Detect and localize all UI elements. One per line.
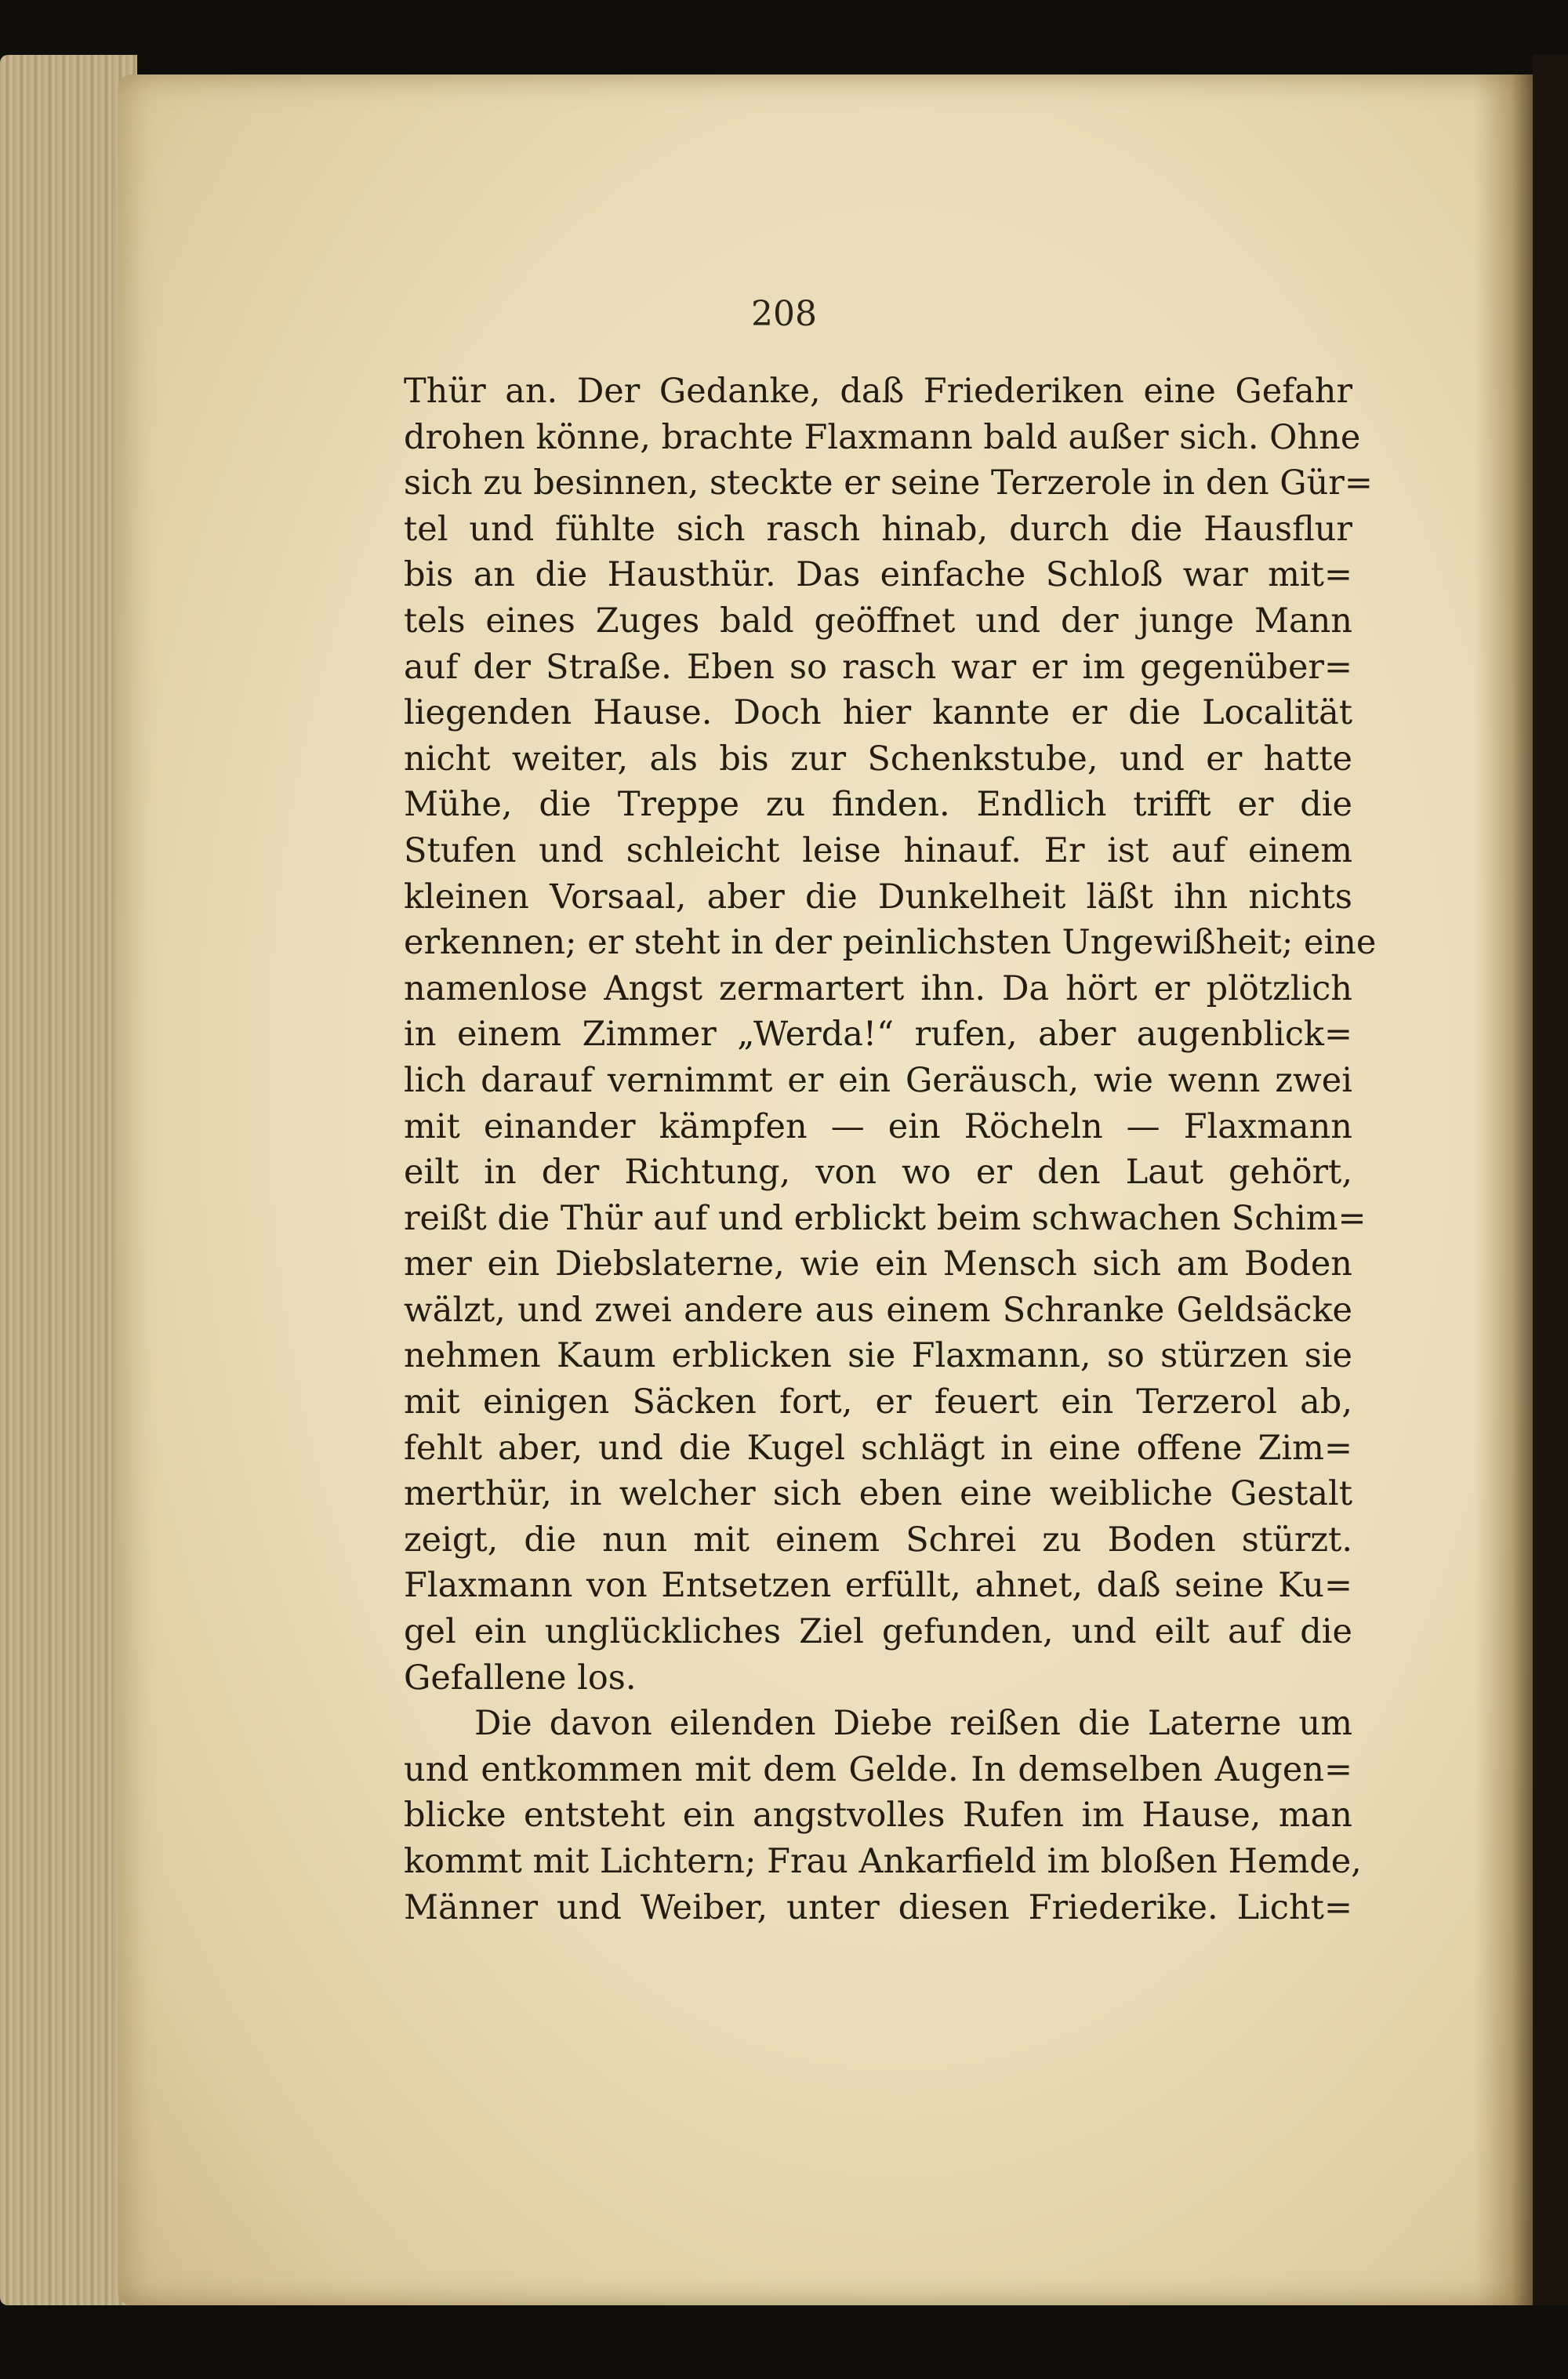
text-line: Männer und Weiber, unter diesen Friederike. Licht= — [404, 1887, 1352, 1927]
page-number: 208 — [751, 294, 817, 334]
text-line: liegenden Hause. Doch hier kannte er die Localität — [404, 693, 1352, 733]
text-line: wälzt, und zwei andere aus einem Schranke Geldsäcke — [404, 1290, 1352, 1330]
text-line: kleinen Vorsaal, aber die Dunkelheit läßt ihn nichts — [404, 877, 1352, 917]
text-line: mer ein Diebslaterne, wie ein Mensch sich am Boden — [404, 1244, 1352, 1284]
text-line: nicht weiter, als bis zur Schenkstube, und er hatte — [404, 739, 1352, 779]
text-line: gel ein unglückliches Ziel gefunden, und eilt auf die — [404, 1612, 1352, 1652]
text-line: in einem Zimmer „Werda!“ rufen, aber augenblick= — [404, 1015, 1352, 1055]
text-line: auf der Straße. Eben so rasch war er im gegenüber= — [404, 647, 1352, 687]
text-line: nehmen Kaum erblicken sie Flaxmann, so stürzen sie — [404, 1336, 1352, 1376]
text-line: eilt in der Richtung, von wo er den Laut gehört, — [404, 1153, 1352, 1193]
text-line: Flaxmann von Entsetzen erfüllt, ahnet, daß seine Ku= — [404, 1566, 1352, 1606]
text-line: mit einigen Säcken fort, er feuert ein Terzerol ab, — [404, 1382, 1352, 1422]
text-line: namenlose Angst zermartert ihn. Da hört er plötzlich — [404, 968, 1352, 1008]
text-line: mit einander kämpfen — ein Röcheln — Flaxmann — [404, 1106, 1352, 1146]
text-line: fehlt aber, und die Kugel schlägt in eine offene Zim= — [404, 1428, 1352, 1468]
text-line: tel und fühlte sich rasch hinab, durch die Hausflur — [404, 509, 1352, 549]
text-line: reißt die Thür auf und erblickt beim schwachen Schim= — [404, 1198, 1367, 1238]
text-line: und entkommen mit dem Gelde. In demselben Augen= — [404, 1749, 1352, 1789]
text-line: Die davon eilenden Diebe reißen die Laterne um — [474, 1704, 1352, 1744]
text-line: drohen könne, brachte Flaxmann bald außer sich. Ohne — [404, 417, 1361, 457]
text-line: kommt mit Lichtern; Frau Ankarfield im bloßen Hemde, — [404, 1842, 1362, 1881]
text-line: Gefallene los. — [404, 1658, 637, 1698]
text-line: bis an die Hausthür. Das einfache Schloß war mit= — [404, 555, 1352, 595]
text-line: tels eines Zuges bald geöffnet und der junge Mann — [404, 601, 1352, 641]
text-line: blicke entsteht ein angstvolles Rufen im Hause, man — [404, 1796, 1352, 1836]
text-line: sich zu besinnen, steckte er seine Terzerole in den Gür= — [404, 463, 1373, 503]
text-line: lich darauf vernimmt er ein Geräusch, wie wenn zwei — [404, 1060, 1352, 1100]
body-text — [404, 369, 1377, 1930]
book-page-edges — [0, 55, 137, 2305]
gutter-shadow — [1474, 74, 1537, 2305]
text-line: Mühe, die Treppe zu finden. Endlich trifft er die — [404, 785, 1352, 825]
text-line: erkennen; er steht in der peinlichsten Ungewißheit; eine — [404, 923, 1377, 963]
binding-strip — [1533, 55, 1568, 2305]
text-line: Stufen und schleicht leise hinauf. Er ist auf einem — [404, 830, 1352, 870]
text-line: merthür, in welcher sich eben eine weibliche Gestalt — [404, 1474, 1352, 1514]
text-line: Thür an. Der Gedanke, daß Friederiken eine Gefahr — [404, 372, 1352, 411]
text-line: zeigt, die nun mit einem Schrei zu Boden stürzt. — [404, 1520, 1352, 1560]
